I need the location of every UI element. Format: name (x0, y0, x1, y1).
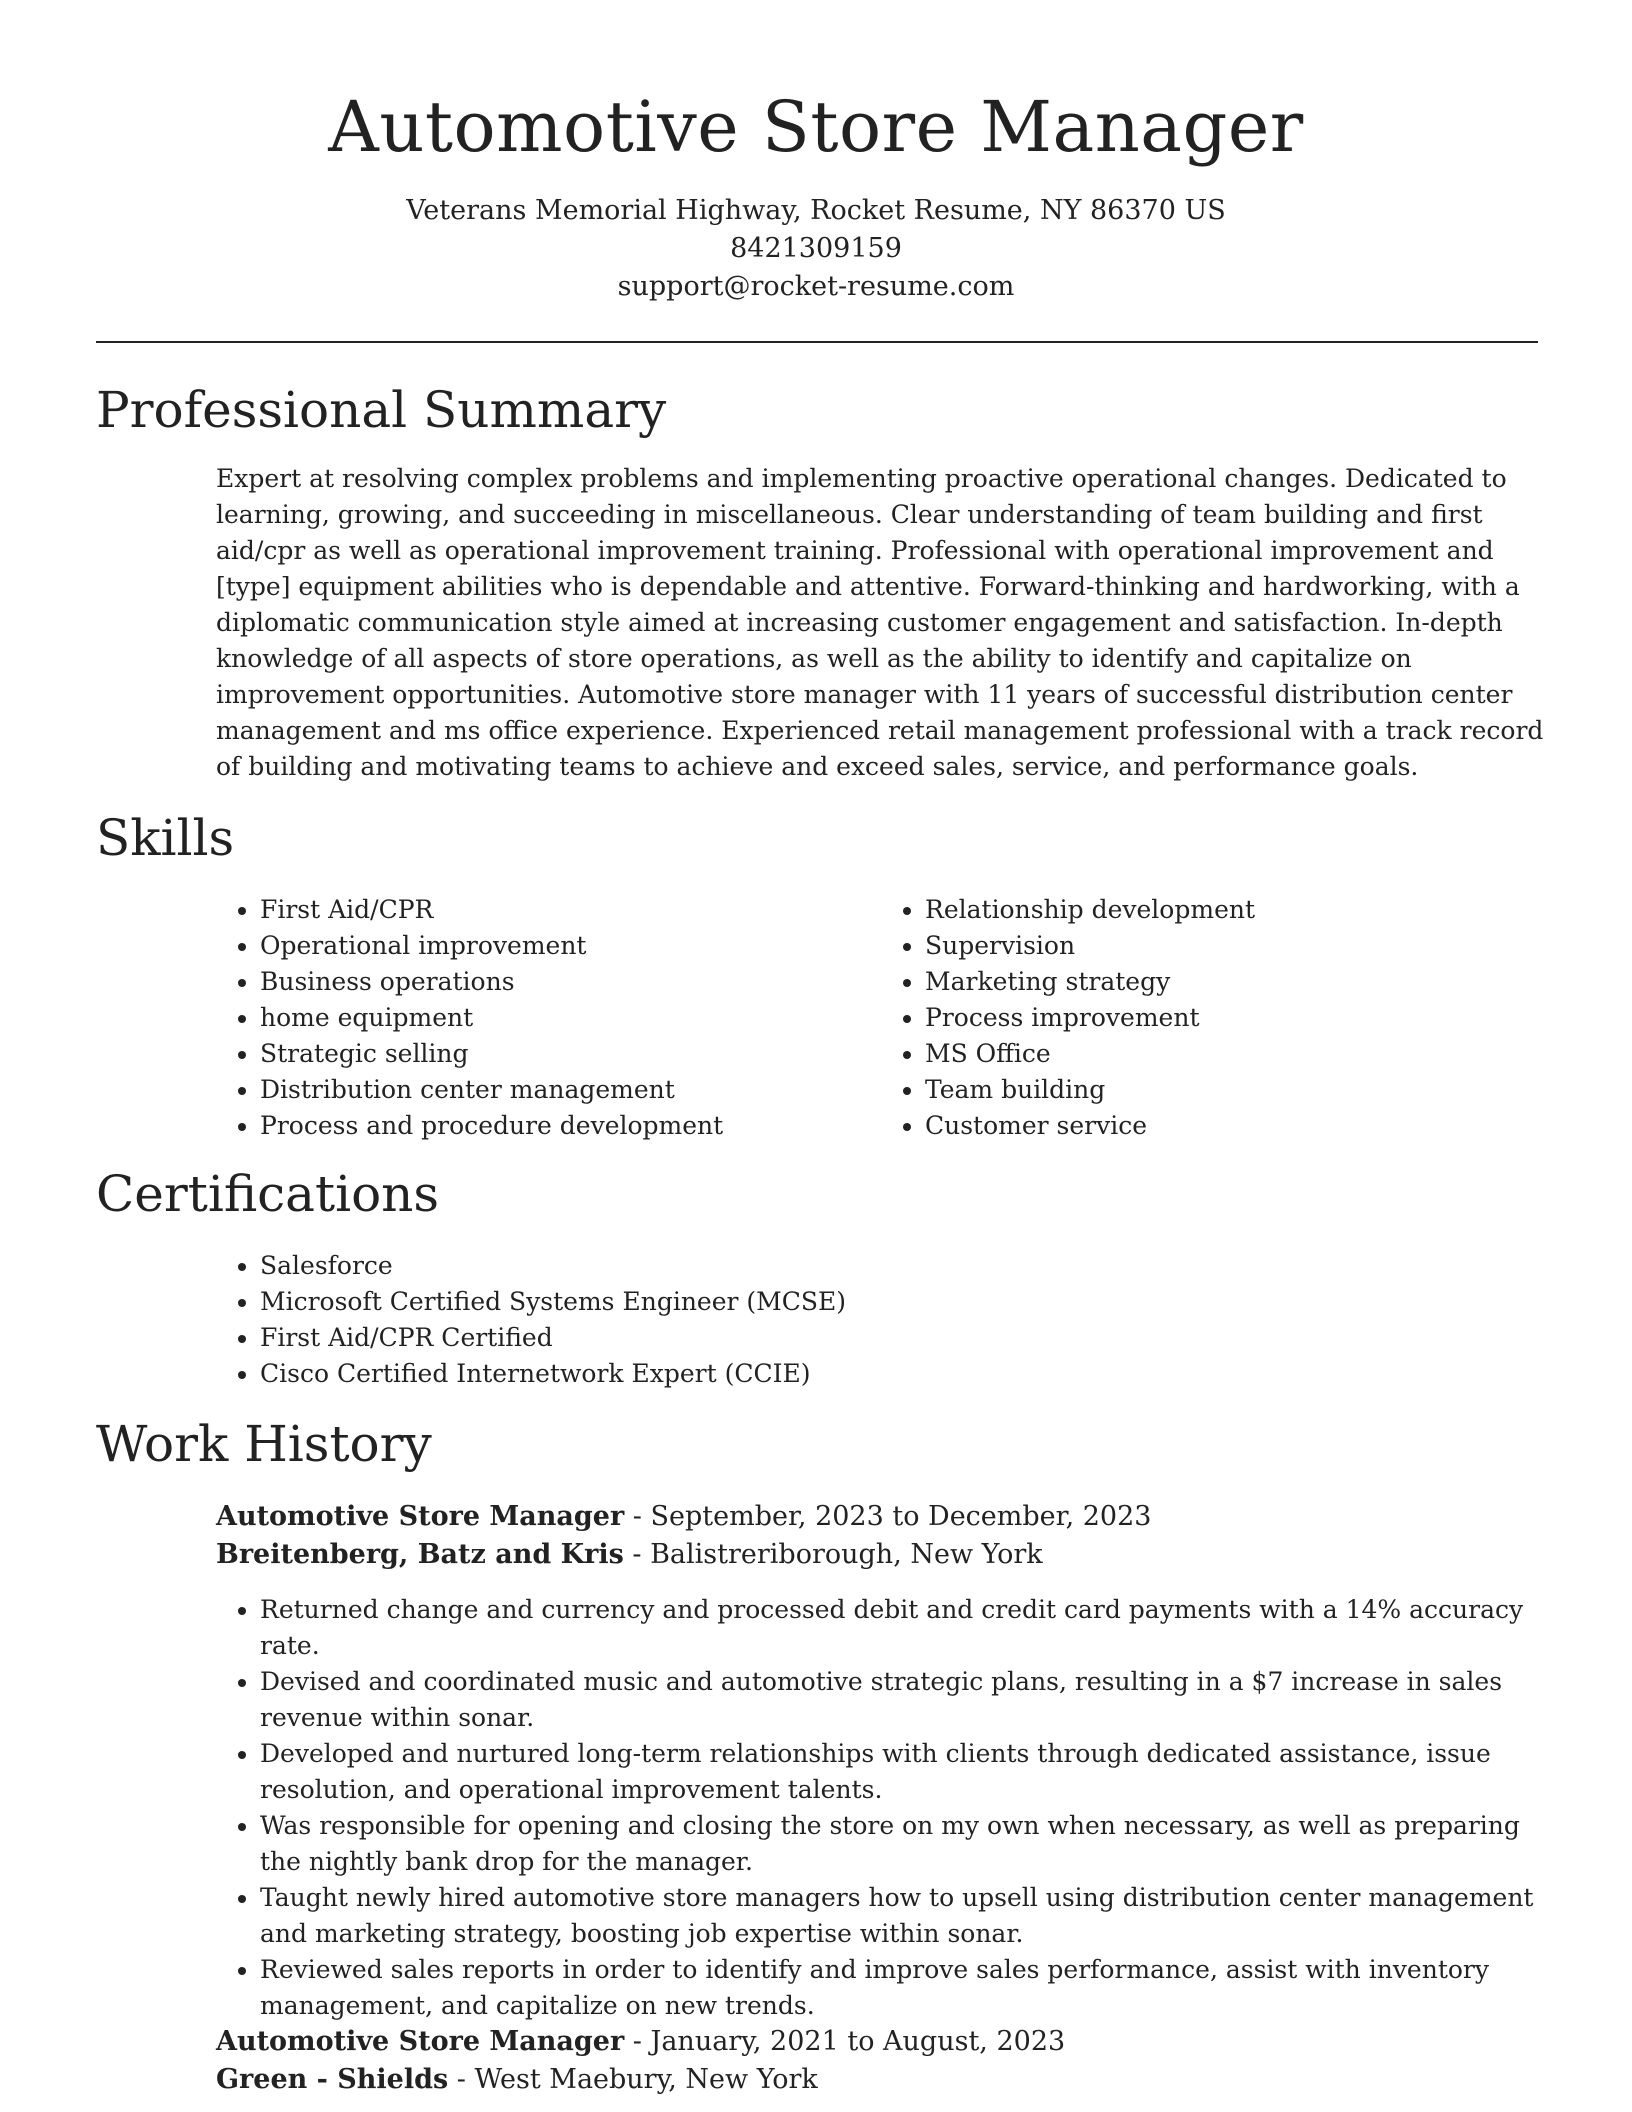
certification-item: • Cisco Certified Internetwork Expert (CCIE) (260, 1356, 1546, 1392)
contact-address: Veterans Memorial Highway, Rocket Resume, NY 86370 US (406, 195, 1226, 226)
contact-email: support@rocket-resume.com (617, 271, 1015, 302)
skills-heading: Skills (96, 809, 235, 867)
job-company: Green - Shields (216, 2064, 449, 2095)
job-company-line (216, 2061, 1546, 2099)
skill-item: • Distribution center management (260, 1072, 881, 1108)
resume-name: Automotive Store Manager (328, 86, 1304, 168)
certification-item: • Microsoft Certified Systems Engineer (MCSE) (260, 1284, 1546, 1320)
skill-item: • Strategic selling (260, 1036, 881, 1072)
skill-item: • Operational improvement (260, 928, 881, 964)
job-dates: - January, 2021 to August, 2023 (624, 2026, 1066, 2057)
job-header (216, 2023, 1546, 2099)
certifications-heading: Certifications (96, 1165, 440, 1223)
skills-column-right (881, 892, 1546, 1144)
skill-item: • Process and procedure development (260, 1108, 881, 1144)
certification-item: • First Aid/CPR Certified (260, 1320, 1546, 1356)
skill-item: • home equipment (260, 1000, 881, 1036)
skill-item: • Process improvement (925, 1000, 1546, 1036)
job-title-line (216, 2023, 1546, 2061)
skill-item: • Customer service (925, 1108, 1546, 1144)
job-company: Breitenberg, Batz and Kris (216, 1539, 624, 1570)
certification-item: • Salesforce (260, 1248, 1546, 1284)
summary-heading: Professional Summary (96, 381, 667, 439)
skill-item: • Supervision (925, 928, 1546, 964)
skill-item: • Marketing strategy (925, 964, 1546, 1000)
contact-phone: 8421309159 (730, 233, 902, 264)
job-header (216, 1498, 1546, 1574)
skill-item: • Team building (925, 1072, 1546, 1108)
job-location: - Balistreriborough, New York (623, 1539, 1043, 1570)
skill-item: • Business operations (260, 964, 881, 1000)
job-bullet: • Devised and coordinated music and automotive strategic plans, resulting in a $7 increase in sales revenue within sonar. (260, 1664, 1546, 1736)
job-bullet: • Returned change and currency and processed debit and credit card payments with a 14% accuracy rate. (260, 1592, 1546, 1664)
certifications-list (216, 1248, 1546, 1392)
summary-text: Expert at resolving complex problems and implementing proactive operational changes. Dedicated to learning, growing, and succeeding in miscellaneous. Clear understanding of team building and first aid/cpr as well as operational improvement training. Professional with operational improvement and [type] equipment abilities who is dependable and attentive. Forward-thinking and hardworking, with a diplomatic communication style aimed at increasing customer engagement and satisfaction. In-depth knowledge of all aspects of store operations, as well as the ability to identify and capitalize on improvement opportunities. Automotive store manager with 11 years of successful distribution center management and ms office experience. Experienced retail management professional with a track record of building and motivating teams to achieve and exceed sales, service, and performance goals. (216, 464, 1544, 781)
skills-column-left (216, 892, 881, 1144)
job-bullet: • Taught newly hired automotive store managers how to upsell using distribution center management and marketing strategy, boosting job expertise within sonar. (260, 1880, 1546, 1952)
job-location: - West Maebury, New York (448, 2064, 818, 2095)
job-role: Automotive Store Manager (216, 1501, 625, 1532)
contact-info (0, 192, 1632, 306)
job-bullets (216, 1592, 1546, 2024)
job-title-line (216, 1498, 1546, 1536)
job-role: Automotive Store Manager (216, 2026, 625, 2057)
job-company-line (216, 1536, 1546, 1574)
skill-item: • Relationship development (925, 892, 1546, 928)
skills-list (216, 892, 1546, 1144)
job-dates: - September, 2023 to December, 2023 (624, 1501, 1152, 1532)
resume-header (0, 0, 1632, 306)
work-history-heading: Work History (96, 1415, 432, 1473)
job-bullet: • Developed and nurtured long-term relationships with clients through dedicated assistance, issue resolution, and operational improvement talents. (260, 1736, 1546, 1808)
skill-item: • MS Office (925, 1036, 1546, 1072)
skill-item: • First Aid/CPR (260, 892, 881, 928)
job-bullet: • Reviewed sales reports in order to identify and improve sales performance, assist with inventory management, and capitalize on new trends. (260, 1952, 1546, 2024)
header-divider (96, 341, 1538, 343)
job-bullet: • Was responsible for opening and closing the store on my own when necessary, as well as preparing the nightly bank drop for the manager. (260, 1808, 1546, 1880)
